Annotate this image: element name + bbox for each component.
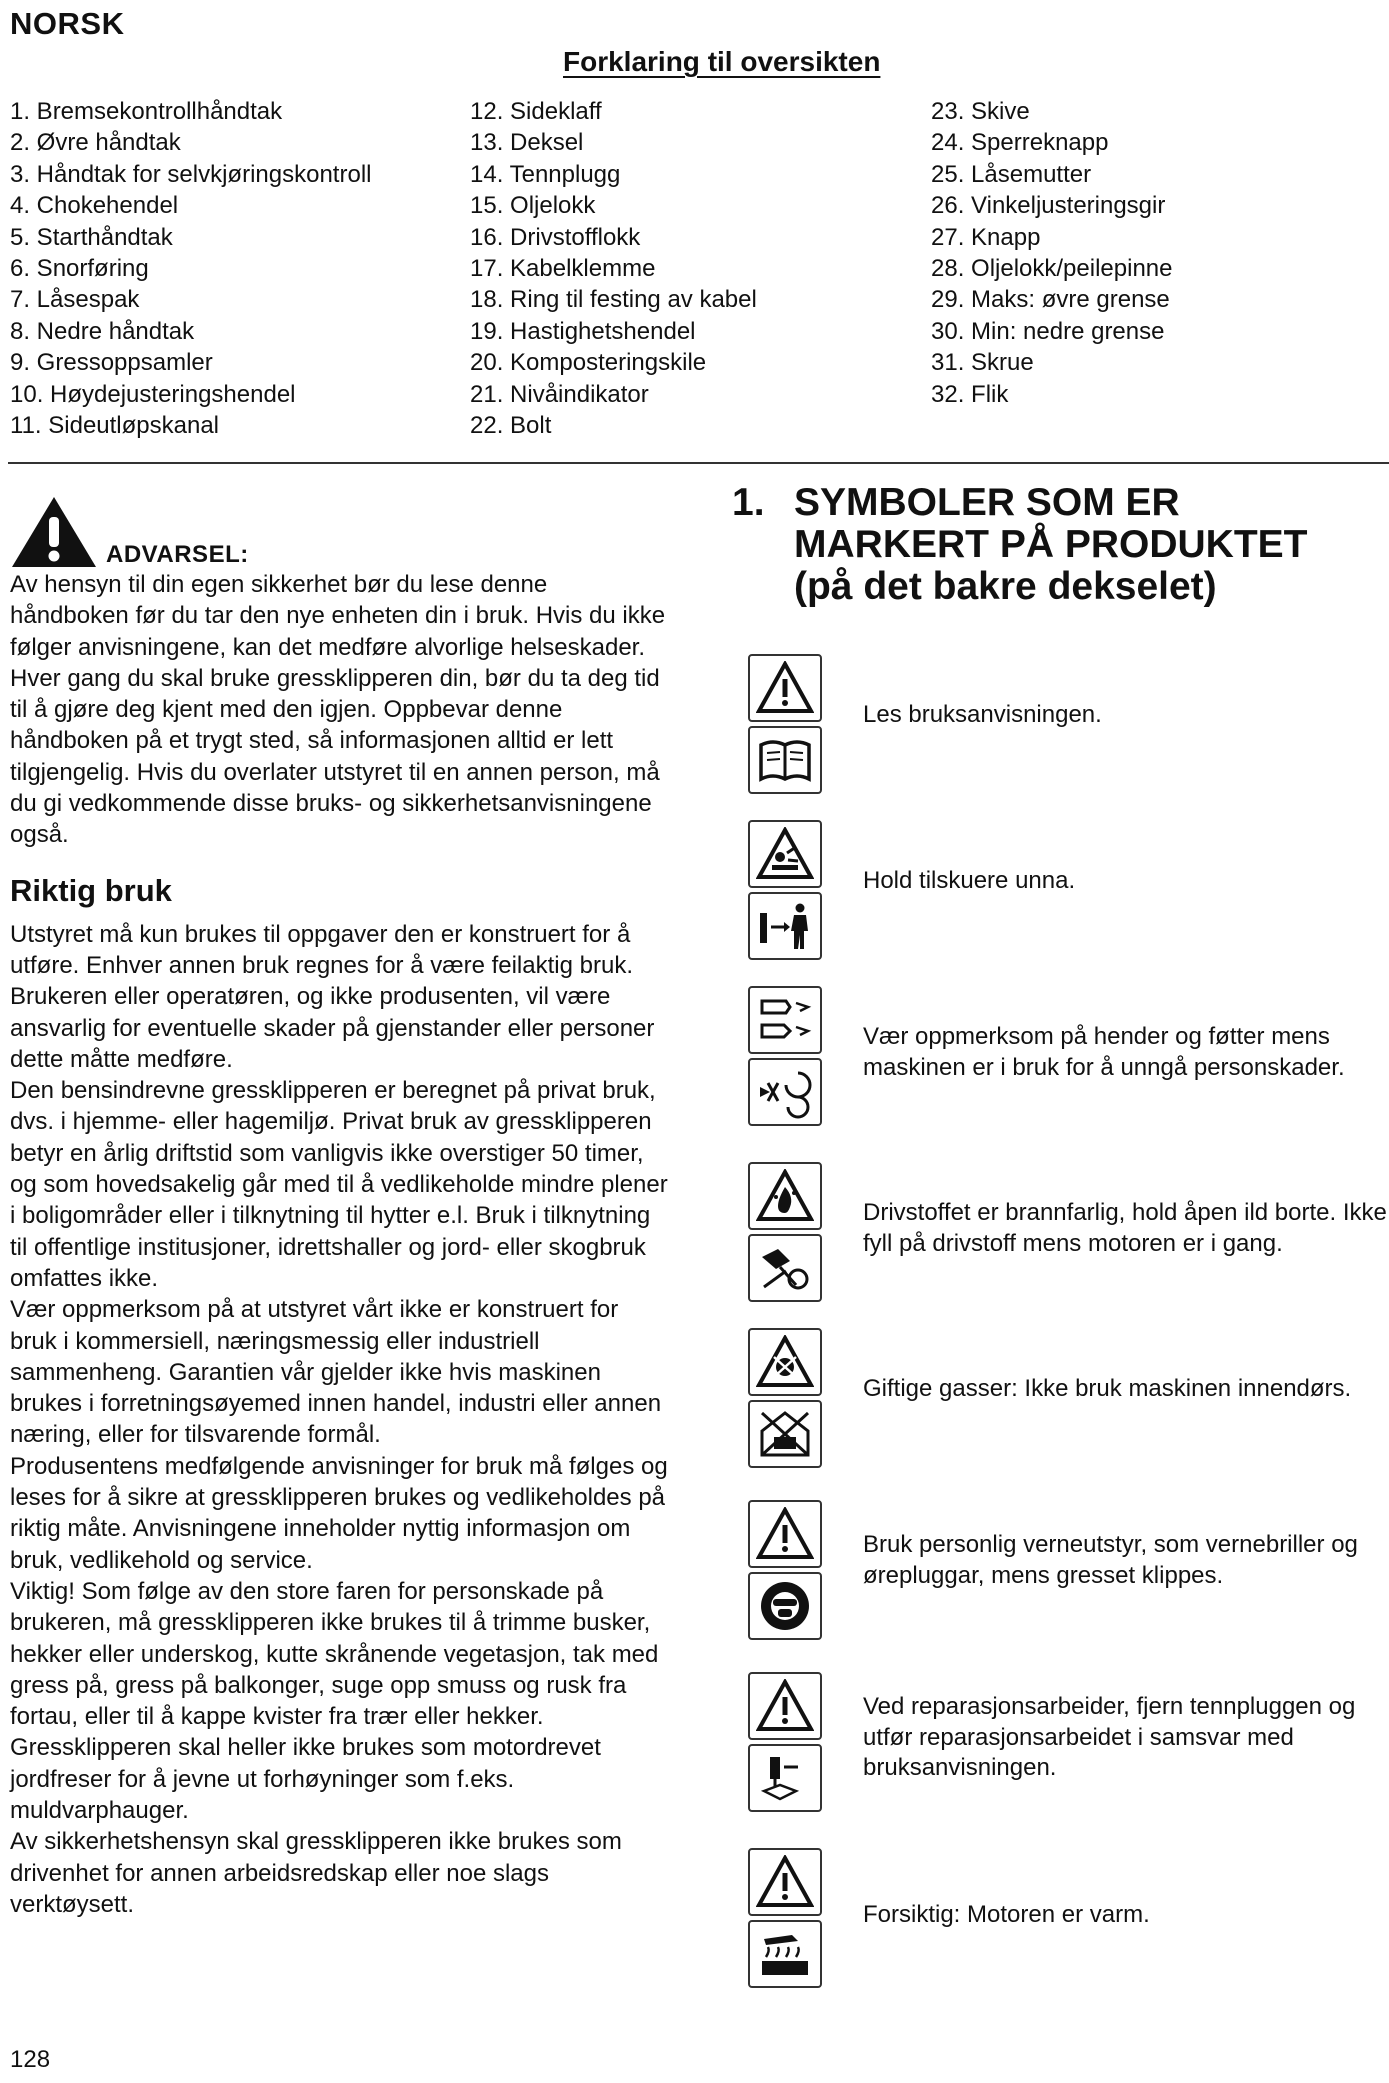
legend-item: 22. Bolt [470,412,552,440]
paragraph: Produsentens medfølgende anvisninger for bruk må følges og leses for å sikre at gressklipperen brukes og vedlikeholdes på riktig måte. Anvisningene inneholder nyttig informasjon om bruk, vedlikehold og service. [10,1452,668,1574]
legend-item: 3. Håndtak for selvkjøringskontroll [10,160,372,188]
remove-spark-plug-icon [748,1744,822,1812]
symbol-description: Drivstoffet er brannfarlig, hold åpen ild borte. Ikke fyll på drivstoff mens motoren er i gang. [863,1199,1387,1257]
warning-triangle-icon [748,1848,822,1916]
legend-item: 23. Skive [931,98,1030,125]
paragraph: Utstyret må kun brukes til oppgaver den er konstruert for å utføre. Enhver annen bruk regnes for å være feilaktig bruk. Brukeren eller operatøren, og ikke produsenten, vil være ansvarlig for eventuelle skader på gjenstander eller personer dette måtte medføre. [10,920,655,1073]
legend-item: 14. Tennplugg [470,160,621,188]
language-heading: NORSK [10,6,125,41]
legend-item: 8. Nedre håndtak [10,317,195,345]
legend-item: 26. Vinkeljusteringsgir [931,192,1166,220]
legend-column-3 [931,96,1173,410]
paragraph: Vær oppmerksom på at utstyret vårt ikke er konstruert for bruk i kommersiell, næringsmessig eller industriell sammenheng. Garantien vår gjelder ikke hvis maskinen brukes i forretningsøyemed innen handel, industri eller annen næring, eller for tilsvarende formål. [10,1296,662,1449]
legend-item: 10. Høydejusteringshendel [10,380,296,408]
legend-item: 30. Min: nedre grense [931,317,1165,345]
toxic-fumes-icon [748,1328,822,1396]
legend-column-2 [470,96,757,441]
legend-title: Forklaring til oversikten [563,46,881,77]
section-divider [8,462,1389,464]
legend-item: 11. Sideutløpskanal [10,412,220,440]
section-title-riktig-bruk: Riktig bruk [10,872,172,908]
hand-foot-cut-icon [748,986,822,1054]
warning-header [10,495,670,569]
legend-item: 1. Bremsekontrollhåndtak [10,98,283,125]
legend-item: 17. Kabelklemme [470,255,656,283]
warning-triangle-icon [748,1672,822,1740]
legend-item: 6. Snorføring [10,255,149,283]
legend-item: 27. Knapp [931,223,1041,251]
legend-item: 7. Låsespak [10,286,140,314]
warning-triangle-icon [748,1500,822,1568]
section-number: 1. [732,481,765,524]
legend-item: 24. Sperreknapp [931,129,1109,157]
symbol-description: Bruk personlig verneutstyr, som vernebriller og ørepluggar, mens gresset klippes. [863,1531,1358,1589]
symbol-description: Forsiktig: Motoren er varm. [863,1901,1150,1928]
paragraph: Viktig! Som følge av den store faren for personskade på brukeren, må gressklipperen ikke brukes til å trimme busker, hekker eller underskog, kutte skrånende vegetasjon, tak med gress på, gress på balkonger, suge opp smuss og rusk fra fortau, eller til å kappe kvister fra trær eller hekker. Gressklipperen skal heller ikke brukes som motordrevet jordfreser for å jevne ut forhøyninger som f.eks. muldvarphauger. [10,1577,659,1824]
legend-item: 25. Låsemutter [931,160,1092,188]
manual-book-icon [748,726,822,794]
legend-item: 32. Flik [931,380,1009,408]
symbol-description: Vær oppmerksom på hender og føtter mens maskinen er i bruk for å unngå personskader. [863,1023,1345,1081]
paragraph: Av sikkerhetshensyn skal gressklipperen ikke brukes som drivenhet for annen arbeidsredskap eller noe slags verktøysett. [10,1828,622,1918]
legend-item: 19. Hastighetshendel [470,317,696,345]
rotating-blade-icon [748,1058,822,1126]
legend-item: 13. Deksel [470,129,584,157]
legend-item: 15. Oljelokk [470,192,596,220]
symbol-description: Giftige gasser: Ikke bruk maskinen innendørs. [863,1375,1352,1402]
legend-column-1 [10,96,371,441]
warning-text: Av hensyn til din egen sikkerhet bør du lese denne håndboken før du tar den nye enheten din i bruk. Hvis du ikke følger anvisningene, kan det medføre alvorlige helseskader. Hver gang du skal bruke gressklipperen din, bør du ta deg tid til å gjøre deg kjent med den igjen. Oppbevar denne håndboken på et trygt sted, så informasjonen alltid er lett tilgjengelig. Hvis du overlater utstyret til en annen person, må du gi vedkommende disse bruks- og sikkerhetsanvisningene også. [10,571,666,849]
symbol-description: Ved reparasjonsarbeider, fjern tennpluggen og utfør reparasjonsarbeidet i samsvar med bruksanvisningen. [863,1693,1356,1781]
symbol-description: Hold tilskuere unna. [863,867,1076,894]
legend-item: 31. Skrue [931,349,1034,377]
legend-item: 9. Gressoppsamler [10,349,213,377]
title-line: MARKERT PÅ PRODUKTET [794,523,1308,566]
legend-item: 12. Sideklaff [470,98,602,125]
warning-triangle-icon [748,654,822,722]
hot-surface-icon [748,1920,822,1988]
legend-item: 2. Øvre håndtak [10,129,181,157]
legend-item: 5. Starthåndtak [10,223,173,251]
protective-equipment-icon [748,1572,822,1640]
legend-item: 29. Maks: øvre grense [931,286,1170,314]
symbols-section-title [732,482,1308,608]
legend-item: 4. Chokehendel [10,192,179,220]
title-line: SYMBOLER SOM ER [794,481,1180,524]
legend-item: 20. Komposteringskile [470,349,707,377]
warning-triangle-icon [10,495,98,569]
symbol-description: Les bruksanvisningen. [863,701,1102,728]
no-refuel-running-icon [748,1234,822,1302]
legend-item: 21. Nivåindikator [470,380,649,408]
paragraph: Den bensindrevne gressklipperen er beregnet på privat bruk, dvs. i hjemme- eller hagemiljø. Privat bruk av gressklipperen betyr en årlig driftstid som vanligvis ikke overstiger 50 timer, og som hovedsakelig går med til å vedlikeholde mindre plener i boligområder eller i tilknytning til hytter e.l. Bruk i tilknytning til offentlige institusjoner, idrettshaller og jord- eller skogbruk omfattes ikke. [10,1077,668,1292]
legend-item: 16. Drivstofflokk [470,223,641,251]
keep-bystanders-away-icon [748,892,822,960]
warning-label: ADVARSEL: [106,541,249,568]
no-indoor-use-icon [748,1400,822,1468]
page-number: 128 [10,2046,51,2073]
title-line: (på det bakre dekselet) [794,565,1217,608]
fire-warning-icon [748,1162,822,1230]
legend-item: 18. Ring til festing av kabel [470,286,757,314]
legend-item: 28. Oljelokk/peilepinne [931,255,1173,283]
left-column [10,495,670,1920]
flying-debris-warning-icon [748,820,822,888]
